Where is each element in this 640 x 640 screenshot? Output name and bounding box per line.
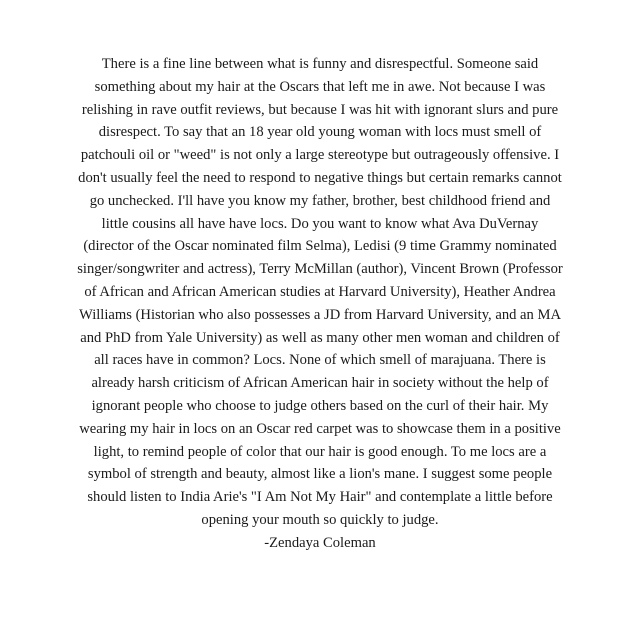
statement-line: all races have in common? Locs. None of which smell of marajuana. There is	[94, 352, 546, 369]
statement-line: There is a fine line between what is funny and disrespectful. Someone said	[101, 56, 539, 72]
statement-line: relishing in rave outfit reviews, but because I was hit with ignorant slurs and pure	[81, 101, 559, 118]
statement-line: symbol of strength and beauty, almost like a lion's mane. I suggest some people	[87, 466, 553, 483]
statement-line: should listen to India Arie's "I Am Not My Hair" and contemplate a little before	[87, 489, 553, 506]
statement-line: patchouli oil or "weed" is not only a large stereotype but outrageously offensive. I	[80, 147, 560, 164]
signature: -Zendaya Coleman	[264, 534, 376, 551]
statement-line: something about my hair at the Oscars that left me in awe. Not because I was	[94, 78, 546, 95]
statement-line: Williams (Historian who also possesses a JD from Harvard University, and an MA	[79, 306, 561, 323]
statement-line: wearing my hair in locs on an Oscar red carpet was to showcase them in a positive	[79, 420, 561, 437]
statement-line: already harsh criticism of African American hair in society without the help of	[91, 375, 549, 392]
statement-line: ignorant people who choose to judge others based on the curl of their hair. My	[91, 397, 549, 414]
statement-line: (director of the Oscar nominated film Selma), Ledisi (9 time Grammy nominated	[83, 238, 557, 255]
statement-line: light, to remind people of color that our hair is good enough. To me locs are a	[93, 443, 547, 460]
statement-line: don't usually feel the need to respond to negative things but certain remarks cannot	[78, 169, 562, 186]
statement-line: singer/songwriter and actress), Terry McMillan (author), Vincent Brown (Professor	[77, 261, 563, 278]
statement-line: of African and African American studies at Harvard University), Heather Andrea	[84, 283, 556, 300]
statement-line: opening your mouth so quickly to judge.	[201, 511, 439, 528]
statement-text	[0, 53, 640, 555]
statement-line: disrespect. To say that an 18 year old young woman with locs must smell of	[98, 124, 542, 141]
statement-line: and PhD from Yale University) as well as many other men woman and children of	[80, 329, 560, 346]
statement-line: go unchecked. I'll have you know my father, brother, best childhood friend and	[89, 192, 551, 209]
statement-line: little cousins all have have locs. Do you want to know what Ava DuVernay	[101, 215, 539, 232]
